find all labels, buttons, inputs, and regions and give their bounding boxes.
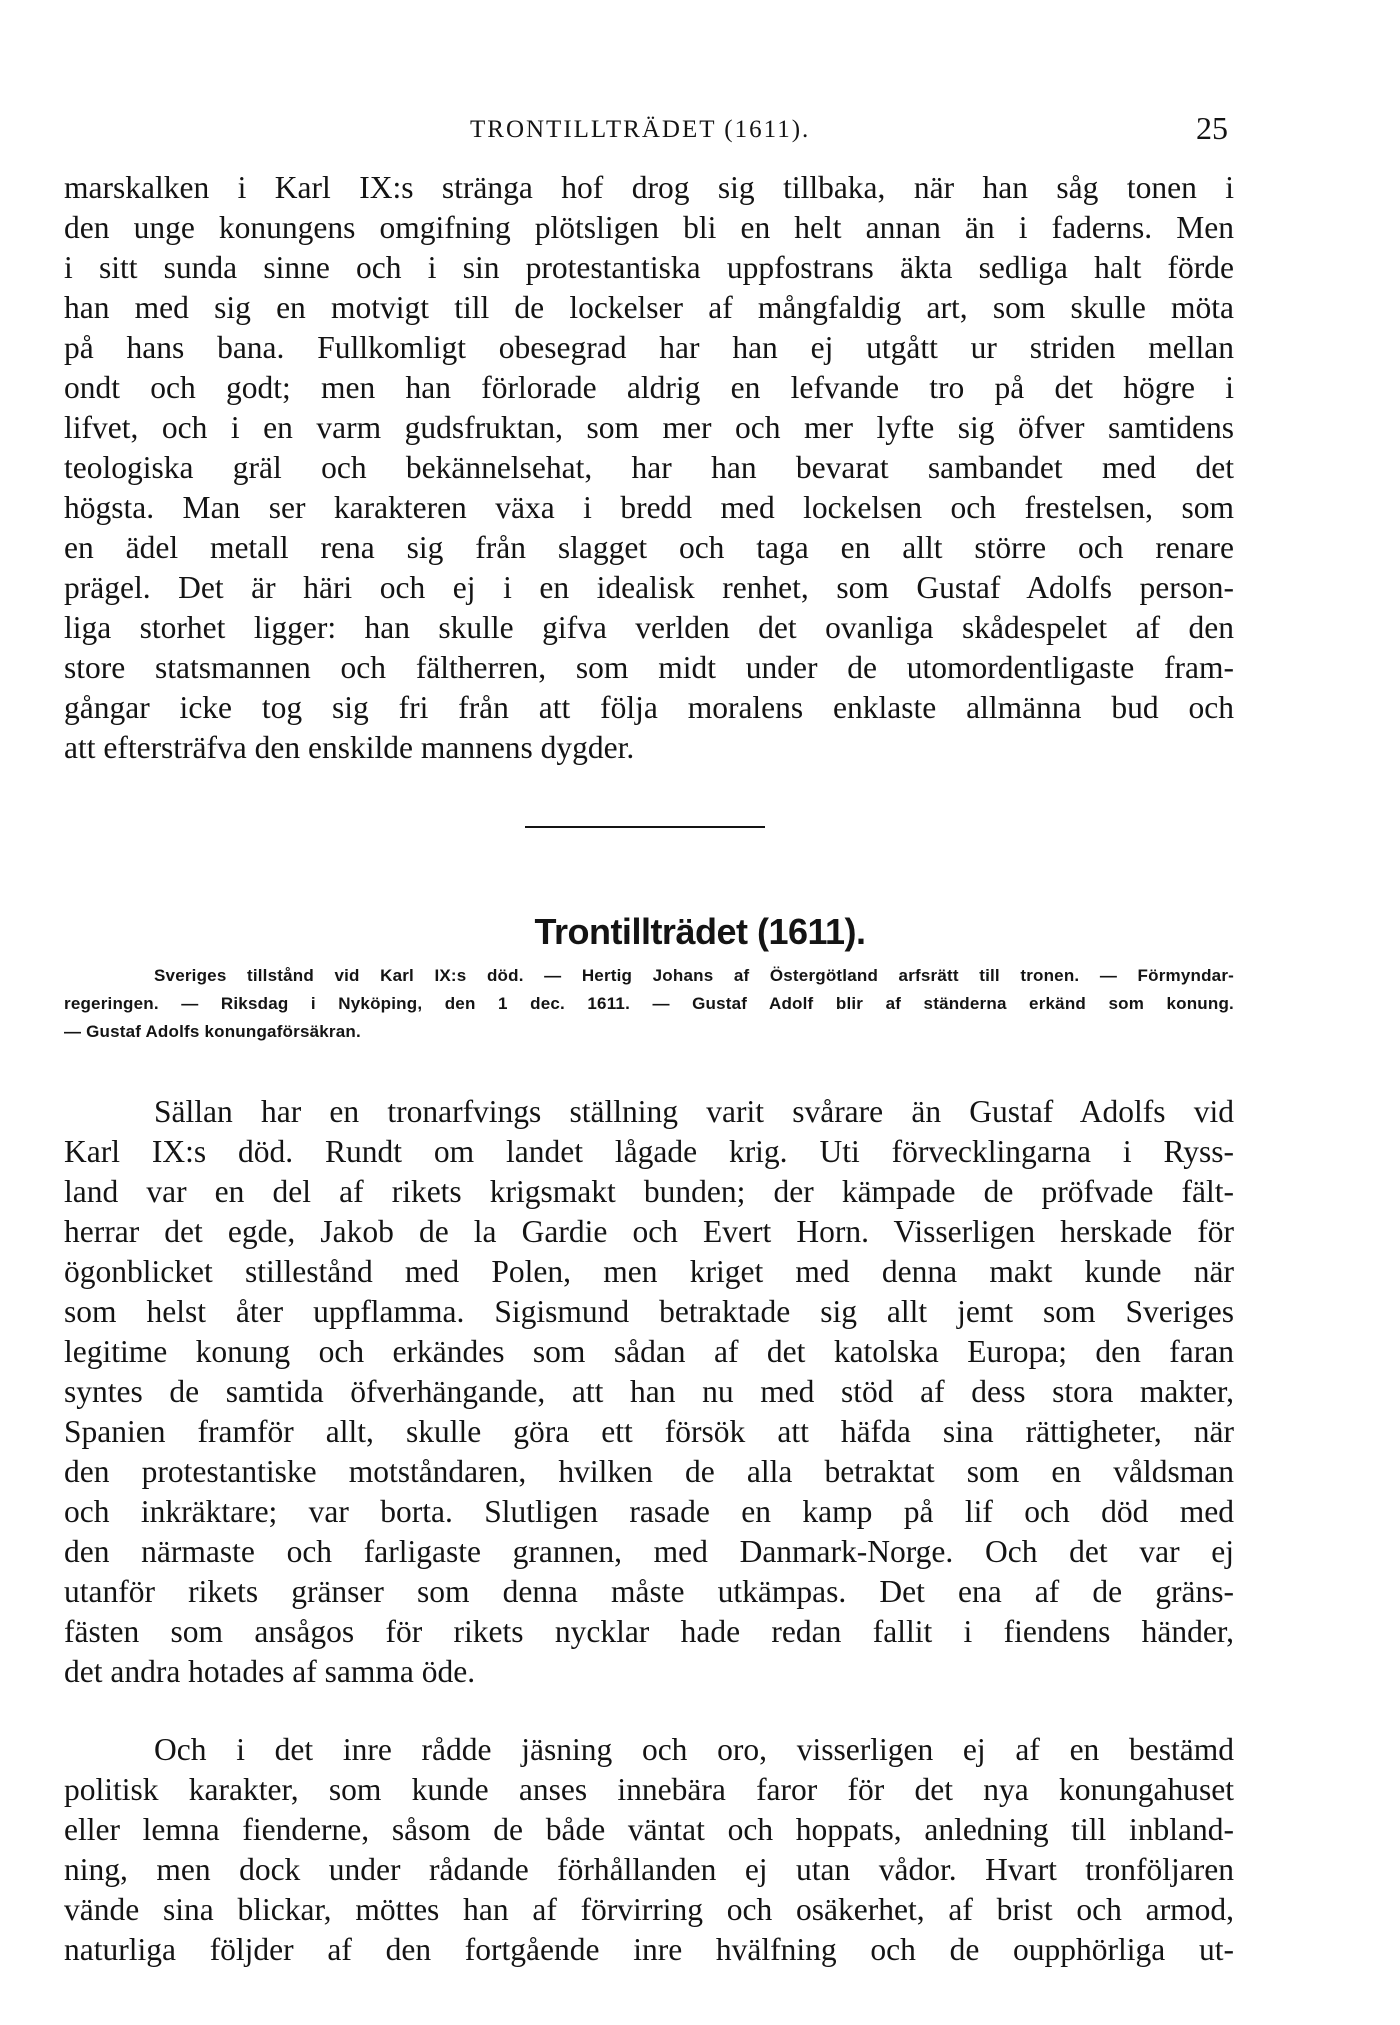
running-header xyxy=(0,112,1400,152)
text-line: som helst åter uppflamma. Sigismund betraktade sig allt jemt som Sveriges xyxy=(64,1294,1234,1329)
text-line: den protestantiske motståndaren, hvilken de alla betraktat som en våldsman xyxy=(64,1454,1234,1489)
summary-line: — Gustaf Adolfs konungaförsäkran. xyxy=(64,1022,361,1041)
section-title: Trontillträdet (1611). xyxy=(534,911,866,952)
text-line: en ädel metall rena sig från slagget och taga en allt större och renare xyxy=(64,530,1234,565)
section-summary xyxy=(64,962,1234,1046)
text-line: Karl IX:s död. Rundt om landet lågade krig. Uti förvecklingarna i Ryss- xyxy=(64,1134,1234,1169)
summary-line: regeringen. — Riksdag i Nyköping, den 1 dec. 1611. — Gustaf Adolf blir af ständerna erkänd som konung. xyxy=(64,994,1234,1013)
text-line: fästen som ansågos för rikets nycklar hade redan fallit i fiendens händer, xyxy=(64,1614,1234,1649)
text-line: den unge konungens omgifning plötsligen bli en helt annan än i faderns. Men xyxy=(64,210,1234,245)
text-line: gångar icke tog sig fri från att följa moralens enklaste allmänna bud och xyxy=(64,690,1234,725)
text-line: syntes de samtida öfverhängande, att han nu med stöd af dess stora makter, xyxy=(64,1374,1234,1409)
text-line: på hans bana. Fullkomligt obesegrad har han ej utgått ur striden mellan xyxy=(64,330,1234,365)
text-line: Spanien framför allt, skulle göra ett försök att häfda sina rättigheter, när xyxy=(64,1414,1234,1449)
text-line: lifvet, och i en varm gudsfruktan, som mer och mer lyfte sig öfver samtidens xyxy=(64,410,1234,445)
page-number: 25 xyxy=(1196,110,1228,146)
text-line: Sällan har en tronarfvings ställning varit svårare än Gustaf Adolfs vid xyxy=(154,1094,1234,1129)
text-line: den närmaste och farligaste grannen, med Danmark-Norge. Och det var ej xyxy=(64,1534,1234,1569)
text-line: han med sig en motvigt till de lockelser af mångfaldig art, som skulle möta xyxy=(64,290,1234,325)
text-line: prägel. Det är häri och ej i en idealisk renhet, som Gustaf Adolfs person- xyxy=(64,570,1234,605)
paragraph-2 xyxy=(64,1092,1234,1692)
text-line: legitime konung och erkändes som sådan af det katolska Europa; den faran xyxy=(64,1334,1234,1369)
text-line: naturliga följder af den fortgående inre hvälfning och de oupphörliga ut- xyxy=(64,1932,1234,1967)
text-line: ning, men dock under rådande förhållanden ej utan vådor. Hvart tronföljaren xyxy=(64,1852,1234,1887)
text-line: Och i det inre rådde jäsning och oro, visserligen ej af en bestämd xyxy=(154,1732,1234,1767)
text-line: store statsmannen och fältherren, som midt under de utomordentligaste fram- xyxy=(64,650,1234,685)
text-line: att eftersträfva den enskilde mannens dygder. xyxy=(64,730,635,765)
text-line: herrar det egde, Jakob de la Gardie och Evert Horn. Visserligen herskade för xyxy=(64,1214,1234,1249)
text-line: politisk karakter, som kunde anses innebära faror för det nya konungahuset xyxy=(64,1772,1234,1807)
text-line: det andra hotades af samma öde. xyxy=(64,1654,476,1689)
text-line: ögonblicket stillestånd med Polen, men kriget med denna makt kunde när xyxy=(64,1254,1234,1289)
text-line: utanför rikets gränser som denna måste utkämpas. Det ena af de gräns- xyxy=(64,1574,1234,1609)
text-line: eller lemna fienderne, såsom de både väntat och hoppats, anledning till inbland- xyxy=(64,1812,1234,1847)
text-line: vände sina blickar, möttes han af förvirring och osäkerhet, af brist och armod, xyxy=(64,1892,1234,1927)
paragraph-3 xyxy=(64,1730,1234,1970)
text-line: högsta. Man ser karakteren växa i bredd med lockelsen och frestelsen, som xyxy=(64,490,1234,525)
text-line: och inkräktare; var borta. Slutligen rasade en kamp på lif och död med xyxy=(64,1494,1234,1529)
text-line: ondt och godt; men han förlorade aldrig en lefvande tro på det högre i xyxy=(64,370,1234,405)
paragraph-1 xyxy=(64,168,1234,768)
text-line: teologiska gräl och bekännelsehat, har han bevarat sambandet med det xyxy=(64,450,1234,485)
text-line: land var en del af rikets krigsmakt bunden; der kämpade de pröfvade fält- xyxy=(64,1174,1234,1209)
summary-line: Sveriges tillstånd vid Karl IX:s död. — Hertig Johans af Östergötland arfsrätt till tronen. — Förmyndar- xyxy=(154,966,1234,985)
text-line: i sitt sunda sinne och i sin protestantiska uppfostrans äkta sedliga halt förde xyxy=(64,250,1234,285)
text-line: liga storhet ligger: han skulle gifva verlden det ovanliga skådespelet af den xyxy=(64,610,1234,645)
text-line: marskalken i Karl IX:s stränga hof drog sig tillbaka, när han såg tonen i xyxy=(64,170,1234,205)
running-title: TRONTILLTRÄDET (1611). xyxy=(470,116,811,143)
section-divider xyxy=(525,826,765,828)
